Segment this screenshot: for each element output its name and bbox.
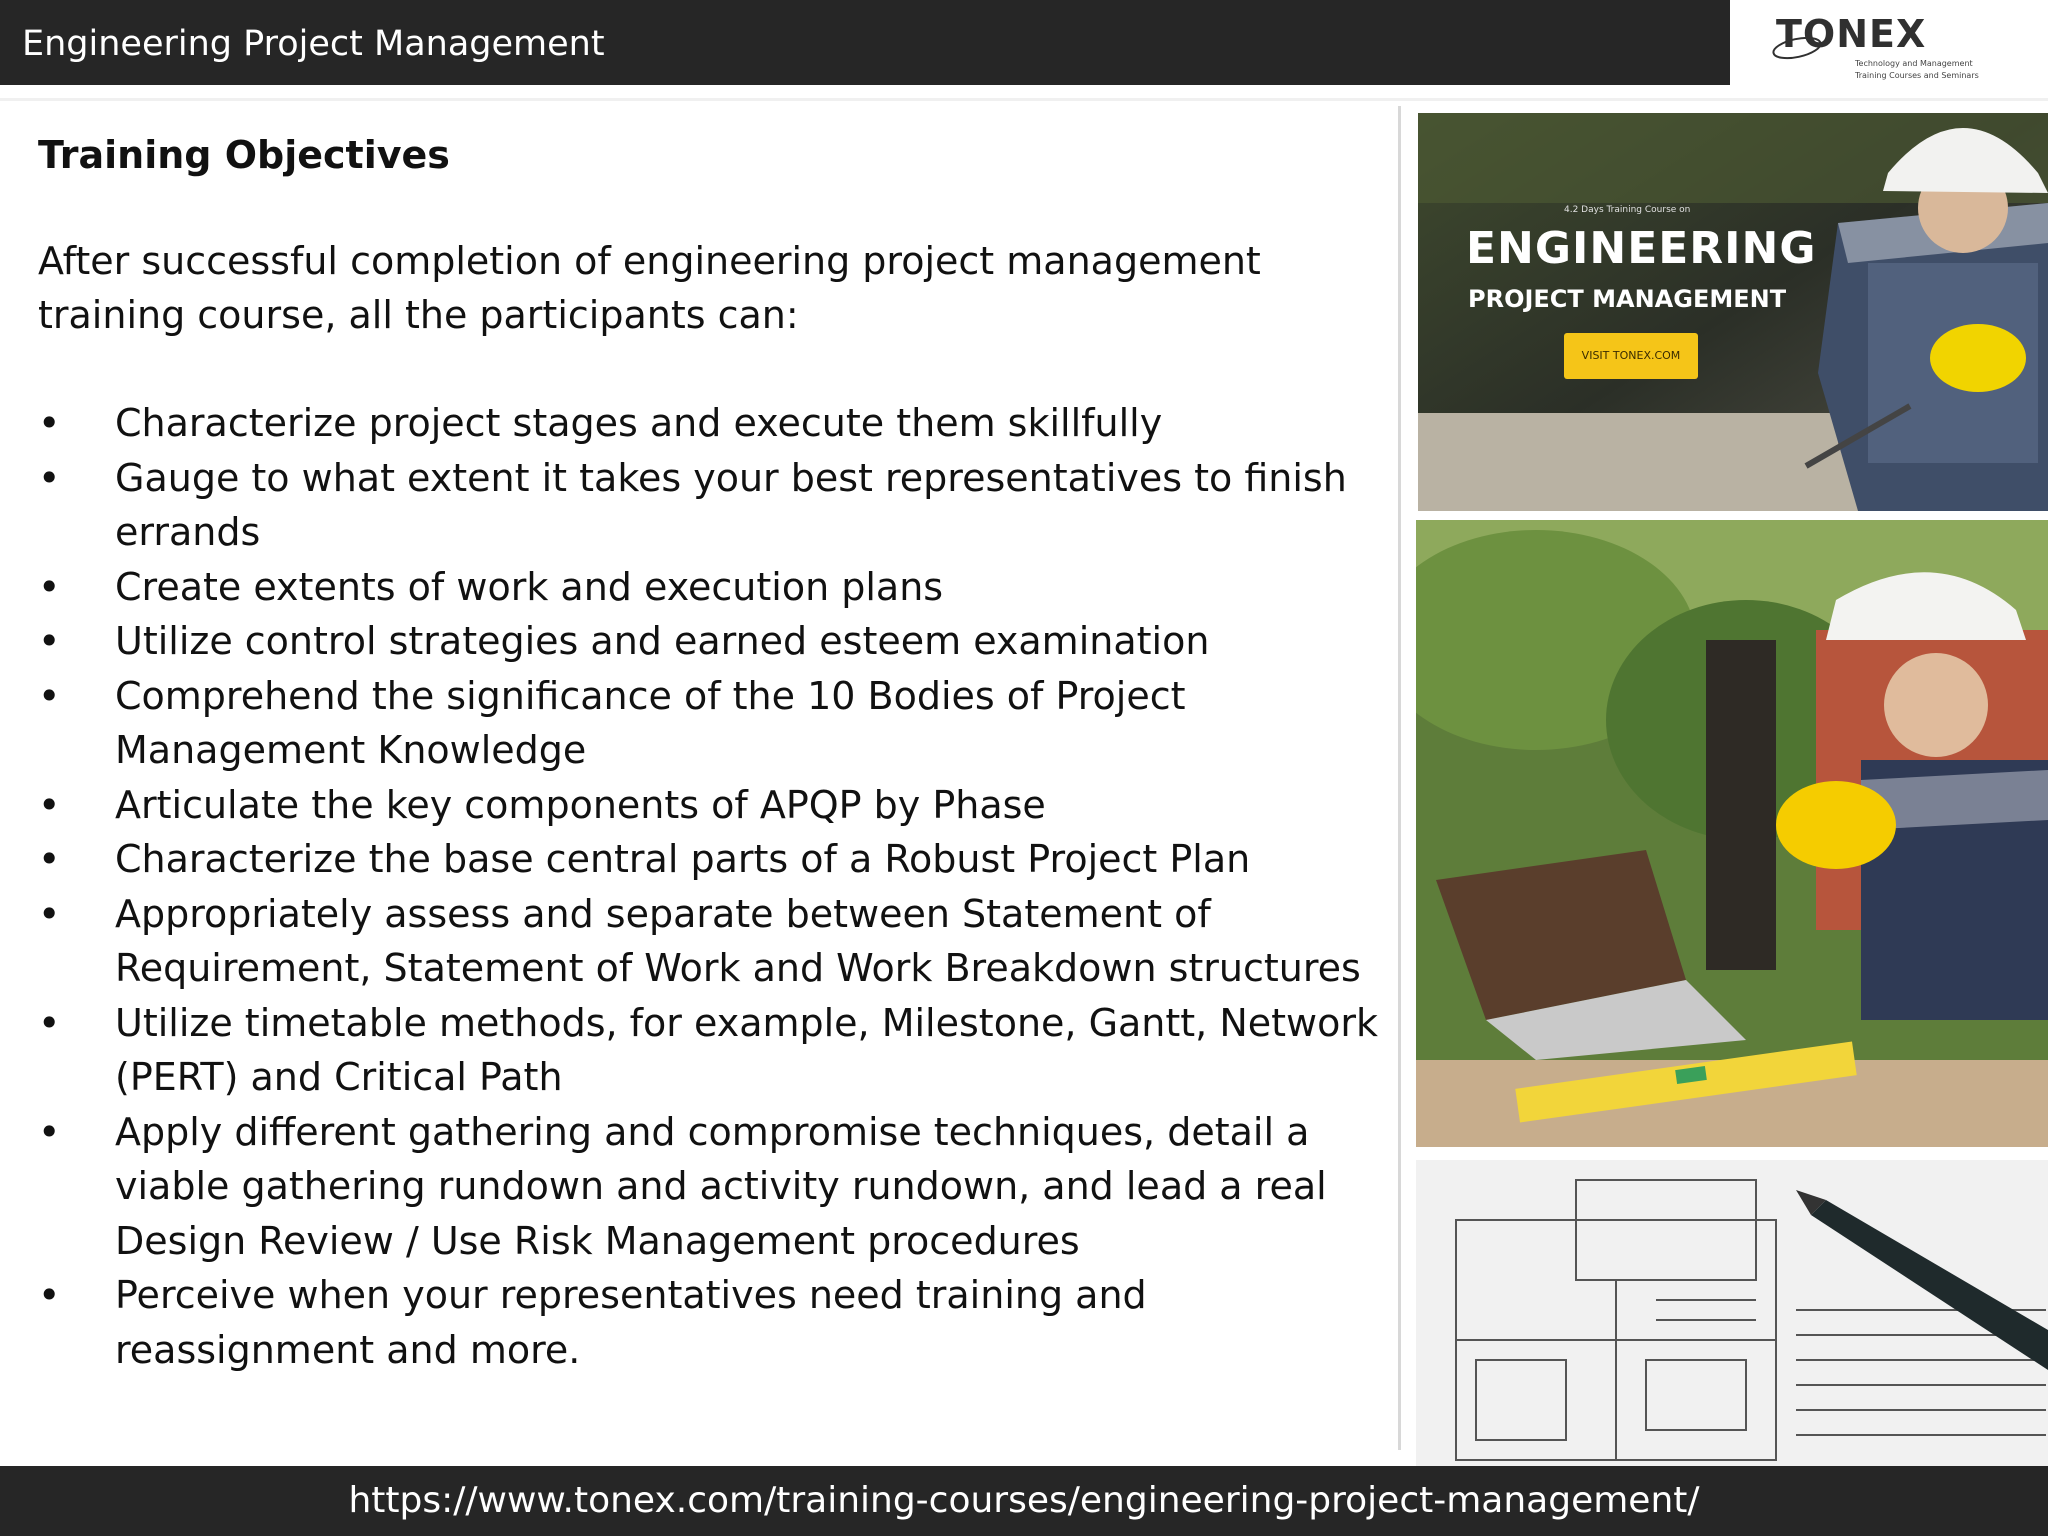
bullet-icon: • xyxy=(38,837,61,881)
list-item xyxy=(38,1268,1383,1377)
list-item-text: Gauge to what extent it takes your best representatives to finish errands xyxy=(115,455,1347,554)
list-item-text: Create extents of work and execution plans xyxy=(115,564,944,609)
list-item xyxy=(38,778,1383,833)
course-url-link[interactable]: https://www.tonex.com/training-courses/engineering-project-management/ xyxy=(348,1480,1700,1521)
list-item-text: Perceive when your representatives need training and reassignment and more. xyxy=(115,1273,1147,1372)
intro-text: After successful completion of engineering project management training course, all the participants can: xyxy=(38,239,1261,337)
blueprint-photo xyxy=(1416,1160,2048,1466)
list-item-text: Comprehend the significance of the 10 Bodies of Project Management Knowledge xyxy=(115,673,1186,772)
column-divider xyxy=(1398,106,1401,1450)
bullet-icon: • xyxy=(38,782,61,827)
banner-subtitle: PROJECT MANAGEMENT xyxy=(1468,285,1787,313)
slide-title: Engineering Project Management xyxy=(22,24,605,64)
bullet-icon: • xyxy=(38,1000,61,1045)
list-item-text: Articulate the key components of APQP by Phase xyxy=(115,782,1046,827)
course-banner-image xyxy=(1418,113,2048,511)
list-item-text: Apply different gathering and compromise techniques, detail a viable gathering rundown and activity rundown, and lead a real Design Review / Use Risk Management procedures xyxy=(115,1109,1327,1263)
logo-tagline-1: Technology and Management xyxy=(1855,59,1973,68)
list-item xyxy=(38,887,1383,996)
bullet-icon: • xyxy=(38,455,61,500)
list-item xyxy=(38,614,1383,669)
logo-tagline-2: Training Courses and Seminars xyxy=(1855,71,1979,80)
bullet-icon: • xyxy=(38,1109,61,1154)
engineer-photo-illustration xyxy=(1416,520,2048,1147)
list-item xyxy=(38,669,1383,778)
list-item xyxy=(38,451,1383,560)
list-item-text: Utilize control strategies and earned esteem examination xyxy=(115,619,1210,663)
bullet-icon: • xyxy=(38,1273,61,1317)
list-item-text: Characterize project stages and execute them skillfully xyxy=(115,401,1163,445)
bullet-icon: • xyxy=(38,401,61,445)
header-divider xyxy=(0,98,2048,101)
list-item xyxy=(38,832,1383,887)
list-item-text: Appropriately assess and separate between Statement of Requirement, Statement of Work and Work Breakdown structures xyxy=(115,891,1361,990)
banner-kicker: 4.2 Days Training Course on xyxy=(1564,205,1691,215)
banner-title: ENGINEERING xyxy=(1466,223,1817,274)
visit-tonex-button[interactable]: VISIT TONEX.COM xyxy=(1564,333,1698,379)
header-bar xyxy=(0,0,1730,85)
engineer-laptop-photo xyxy=(1416,520,2048,1147)
list-item xyxy=(38,1105,1383,1269)
list-item-text: Characterize the base central parts of a Robust Project Plan xyxy=(115,837,1251,881)
blueprint-illustration xyxy=(1416,1160,2048,1466)
list-item xyxy=(38,396,1383,451)
bullet-icon: • xyxy=(38,673,61,718)
objectives-list xyxy=(38,396,1383,1377)
footer-bar xyxy=(0,1466,2048,1536)
list-item-text: Utilize timetable methods, for example, Milestone, Gantt, Network (PERT) and Critical Path xyxy=(115,1000,1378,1099)
section-heading: Training Objectives xyxy=(38,133,450,177)
bullet-icon: • xyxy=(38,564,61,609)
bullet-icon: • xyxy=(38,891,61,936)
list-item xyxy=(38,560,1383,615)
bullet-icon: • xyxy=(38,619,61,663)
tonex-logo xyxy=(1760,8,2020,84)
list-item xyxy=(38,996,1383,1105)
logo-wordmark: TONEX xyxy=(1776,12,1927,56)
objectives-panel xyxy=(38,126,1383,1377)
